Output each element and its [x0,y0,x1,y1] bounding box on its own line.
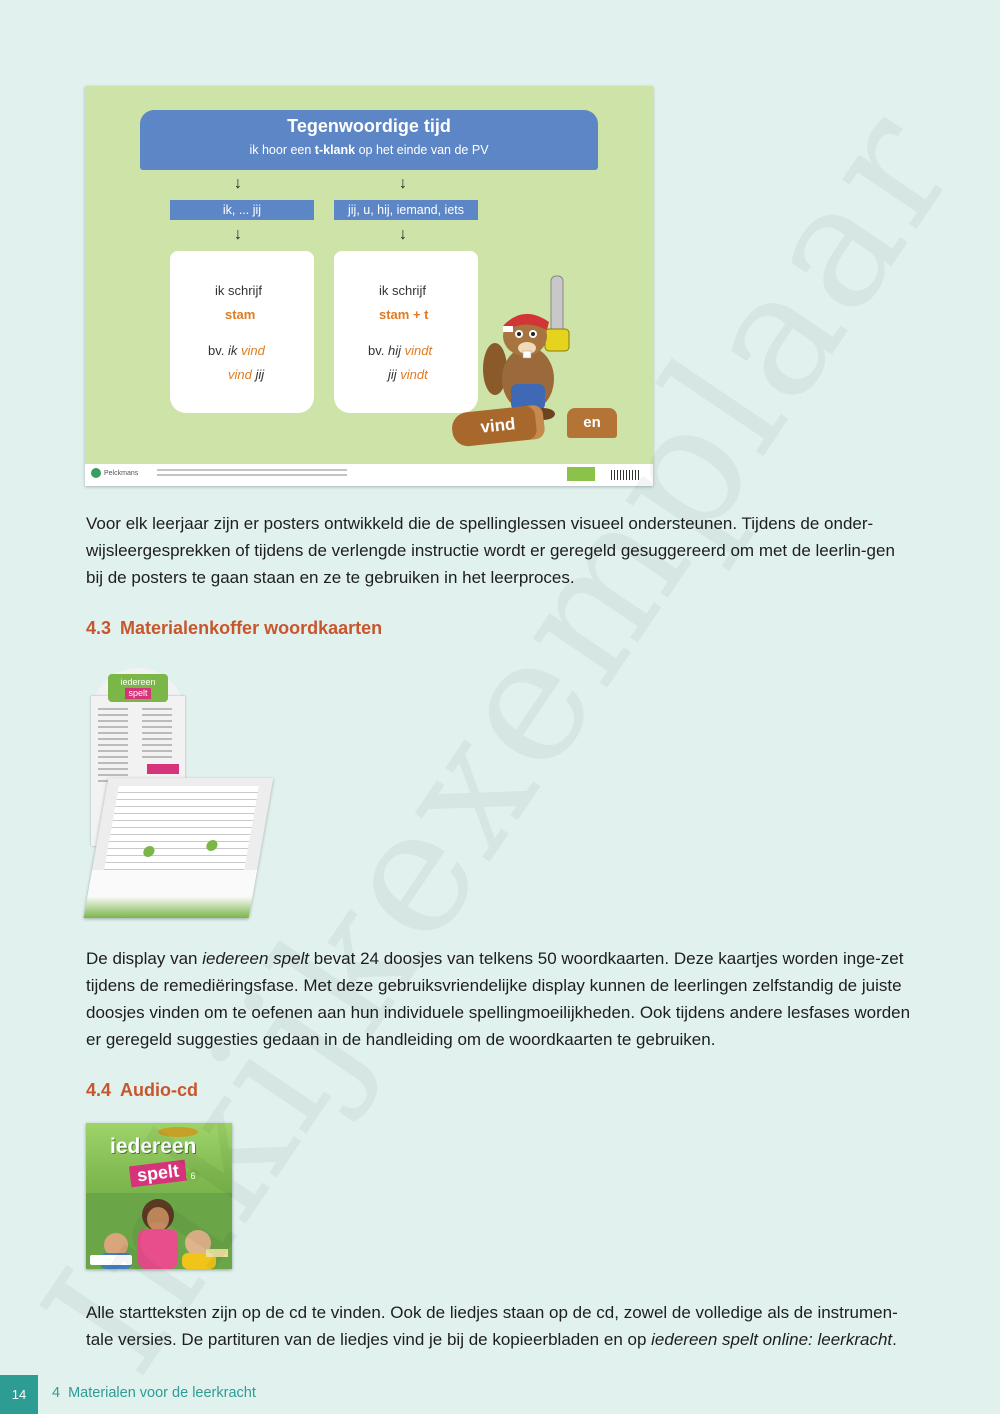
publisher-logo-icon [91,468,101,478]
chapter-label: 4 Materialen voor de leerkracht [52,1385,256,1401]
section-heading-4-4: 4.4 Audio-cd [86,1080,199,1100]
poster-title: Tegenwoordige tijd [287,116,451,136]
example-line: bv. hij vindt [368,343,433,358]
example-line: vind jij [228,367,265,382]
arrow-down-icon: ↓ [399,226,407,243]
arrow-down-icon: ↓ [234,226,242,243]
paragraph-audio-cd: Alle startteksten zijn op de cd te vinden. Ook de liedjes staan op de cd, zowel de volledige als de instrumen-tale versies. De partituren van de liedjes vind je bij de kopieerbladen en op iedereen spelt online: leerkracht. [86,1303,898,1349]
poster-image [85,86,653,486]
section-heading-4-3: 4.3 Materialenkoffer woordkaarten [86,618,383,638]
arrow-down-icon: ↓ [234,175,242,192]
rule-text: ik schrijf [215,283,262,298]
arrow-down-icon: ↓ [399,175,407,192]
log-word-vind: vind [450,404,545,447]
rule-card-stam [170,251,314,413]
beaver-mascot-icon [483,274,593,424]
page-number: 14 [0,1375,38,1414]
stump-word-en: en [567,408,617,438]
poster-header [140,110,598,170]
left-subject-box: ik, ... jij [170,200,314,220]
poster-subtitle [140,143,598,157]
example-line: bv. ik vind [208,343,265,358]
cd-subtitle: spelt [129,1160,187,1188]
publisher-badge [90,1255,132,1265]
paragraph-posters: Voor elk leerjaar zijn er posters ontwikkeld die de spellinglessen visueel ondersteunen. Tijdens de onder-wijsleergesprekken of tijdens de verlengde instructie wordt er geregeld gesuggereerd om met de leerlin-gen bij de posters te gaan staan en ze te gebruiken in het leerproces. [86,514,895,587]
cd-grade-badge: 6 [186,1169,200,1183]
rule-highlight: stam + t [379,307,429,322]
series-badge [567,467,595,481]
footer-fine-print [157,469,347,479]
barcode-icon [611,470,641,480]
cd-title: iedereen [110,1135,197,1158]
poster-subtitle-pre: ik hoor een [249,143,315,157]
audio-cd-cover-image [86,1123,232,1269]
example-line: jij vindt [388,367,428,382]
page-footer [0,1375,1000,1414]
display-box-image [86,668,264,930]
paragraph-display: De display van iedereen spelt bevat 24 doosjes van telkens 50 woordkaarten. Deze kaartjes worden inge-zet tijdens de remediëringsfase. Met deze gebruiksvriendelijke display kunnen de leerlingen zelfstandig de juiste doosjes vinden om te oefenen aan hun individuele spellingmoeilijkheden. Ook tijdens andere lesfases worden er geregeld suggesties gedaan in de handleiding om de woordkaarten te gebruiken. [86,949,911,1049]
rule-highlight: stam [225,307,256,322]
poster-footer [85,464,653,486]
display-logo: iedereen spelt [108,674,168,702]
rule-text: ik schrijf [379,283,426,298]
right-subject-box: jij, u, hij, iemand, iets [334,200,478,220]
poster-subtitle-post: op het einde van de PV [355,143,489,157]
poster-subtitle-bold: t-klank [314,143,356,157]
rule-card-stam-t [334,251,478,413]
publisher-logo: Pelckmans [91,468,138,478]
